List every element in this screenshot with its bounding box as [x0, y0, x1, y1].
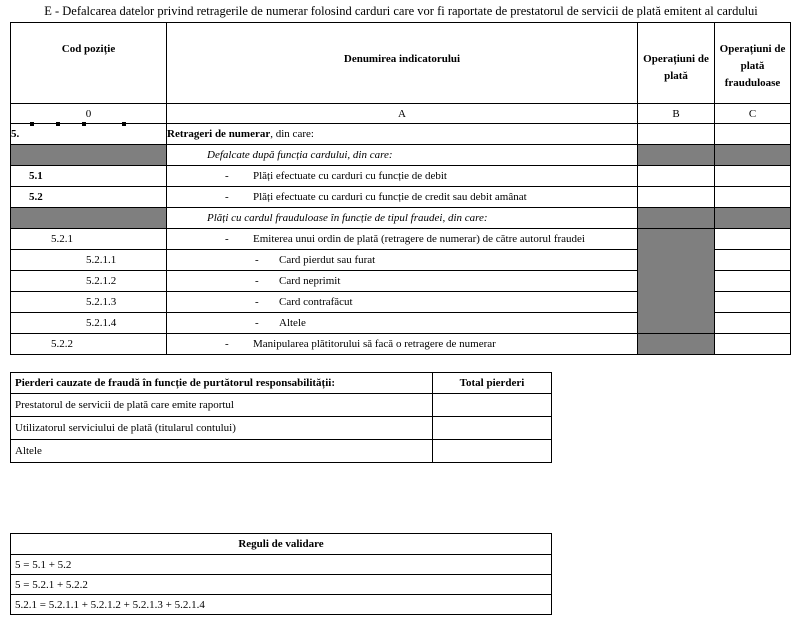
losses-row-label: Utilizatorul serviciului de plată (titularul contului): [11, 417, 433, 440]
losses-total-cell[interactable]: [433, 394, 552, 417]
rule-text: 5 = 5.1 + 5.2: [11, 555, 552, 575]
row-code: 5.: [11, 124, 167, 145]
row-label: - Card contrafăcut: [167, 292, 638, 313]
index-row: [11, 104, 791, 124]
cell-c[interactable]: [715, 124, 791, 145]
row-label: Defalcate după funcția cardului, din care:: [167, 145, 638, 166]
header-denumire: Denumirea indicatorului: [167, 23, 638, 104]
cash-withdrawals-table: [10, 22, 791, 355]
losses-row-label: Altele: [11, 440, 433, 463]
losses-table: [10, 372, 552, 463]
row-label: - Plăți efectuate cu carduri cu funcție de debit: [167, 166, 638, 187]
cell-c[interactable]: [715, 166, 791, 187]
cell-c[interactable]: [715, 334, 791, 355]
cell-c[interactable]: [715, 271, 791, 292]
row-code: 5.2.2: [11, 334, 167, 355]
table-row: [11, 187, 791, 208]
row-label: - Card pierdut sau furat: [167, 250, 638, 271]
cell-c-shaded: [715, 208, 791, 229]
rule-text: 5.2.1 = 5.2.1.1 + 5.2.1.2 + 5.2.1.3 + 5.2.1.4: [11, 595, 552, 615]
cell-c[interactable]: [715, 229, 791, 250]
index-cod: 0: [11, 104, 167, 124]
header-c: Operațiuni de plată frauduloase: [715, 41, 791, 104]
rules-header-row: [11, 534, 552, 555]
table-row: [11, 575, 552, 595]
section-title: E - Defalcarea datelor privind retragerile de numerar folosind carduri care vor fi raportate de prestatorul de servicii de plată emitent al cardului: [44, 4, 758, 18]
header-top-row: [11, 23, 791, 41]
losses-header-left: Pierderi cauzate de fraudă în funcție de purtătorul responsabilității:: [11, 373, 433, 394]
row-code-shaded: [11, 145, 167, 166]
row-code: 5.2: [11, 187, 167, 208]
index-denumire: A: [167, 104, 638, 124]
dotted-marks: [10, 122, 130, 128]
row-code: 5.2.1.2: [11, 271, 167, 292]
cell-b[interactable]: [638, 187, 715, 208]
row-code-shaded: [11, 208, 167, 229]
cell-b-shaded: [638, 208, 715, 229]
header-b: Operațiuni de plată: [638, 41, 715, 104]
table-row: [11, 166, 791, 187]
table-row: [11, 334, 791, 355]
validation-rules-table: [10, 533, 552, 615]
table-row: [11, 595, 552, 615]
table-row: [11, 145, 791, 166]
table-row: [11, 229, 791, 250]
cell-c[interactable]: [715, 250, 791, 271]
header-c-spacer: [715, 23, 791, 41]
table-row: [11, 208, 791, 229]
table-row: [11, 440, 552, 463]
table-row: [11, 417, 552, 440]
row-label: - Plăți efectuate cu carduri cu funcție de credit sau debit amânat: [167, 187, 638, 208]
losses-header-row: [11, 373, 552, 394]
header-b-spacer: [638, 23, 715, 41]
cell-b[interactable]: [638, 124, 715, 145]
cell-b-shaded: [638, 145, 715, 166]
row-label: Plăți cu cardul frauduloase în funcție de tipul fraudei, din care:: [167, 208, 638, 229]
cell-c-shaded: [715, 145, 791, 166]
index-c: C: [715, 104, 791, 124]
row-label: - Manipularea plătitorului să facă o retragere de numerar: [167, 334, 638, 355]
table-row: [11, 555, 552, 575]
losses-row-label: Prestatorul de servicii de plată care emite raportul: [11, 394, 433, 417]
cell-b-shaded: [638, 334, 715, 355]
row-code: 5.2.1.3: [11, 292, 167, 313]
row-code: 5.1: [11, 166, 167, 187]
rule-text: 5 = 5.2.1 + 5.2.2: [11, 575, 552, 595]
cell-c[interactable]: [715, 313, 791, 334]
losses-total-cell[interactable]: [433, 417, 552, 440]
table-row: [11, 394, 552, 417]
cell-b-shaded: [638, 229, 715, 334]
row-label: Retrageri de numerar, din care:: [167, 124, 638, 145]
row-label: - Card neprimit: [167, 271, 638, 292]
row-code: 5.2.1.1: [11, 250, 167, 271]
row-label: - Emiterea unui ordin de plată (retragere de numerar) de către autorul fraudei: [167, 229, 638, 250]
header-cod: Cod poziție: [11, 23, 167, 104]
losses-header-right: Total pierderi: [433, 373, 552, 394]
losses-total-cell[interactable]: [433, 440, 552, 463]
cell-b[interactable]: [638, 166, 715, 187]
rules-header: Reguli de validare: [11, 534, 552, 555]
row-label: - Altele: [167, 313, 638, 334]
index-b: B: [638, 104, 715, 124]
cell-c[interactable]: [715, 187, 791, 208]
cell-c[interactable]: [715, 292, 791, 313]
row-code: 5.2.1: [11, 229, 167, 250]
row-code: 5.2.1.4: [11, 313, 167, 334]
